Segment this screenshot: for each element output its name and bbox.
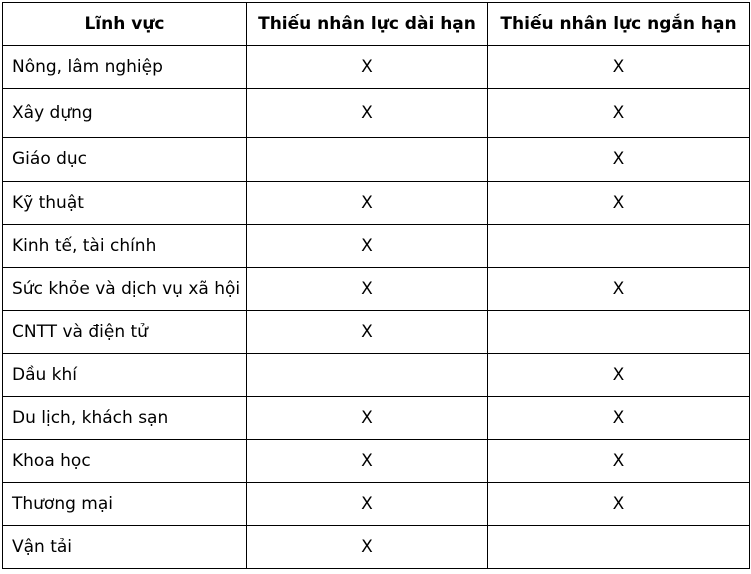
long-term-cell: X (247, 526, 488, 569)
table-row (3, 46, 750, 89)
short-term-cell (488, 311, 750, 354)
field-cell: CNTT và điện tử (3, 311, 247, 354)
column-header-short-term: Thiếu nhân lực ngắn hạn (488, 3, 750, 46)
header-row (3, 3, 750, 46)
short-term-cell (488, 526, 750, 569)
long-term-cell (247, 354, 488, 397)
long-term-cell: X (247, 225, 488, 268)
long-term-cell (247, 138, 488, 182)
table-row (3, 354, 750, 397)
column-header-field: Lĩnh vực (3, 3, 247, 46)
table-row (3, 483, 750, 526)
field-cell: Nông, lâm nghiệp (3, 46, 247, 89)
field-cell: Sức khỏe và dịch vụ xã hội (3, 268, 247, 311)
table-row (3, 268, 750, 311)
table-row (3, 311, 750, 354)
field-cell: Xây dựng (3, 89, 247, 138)
field-cell: Kinh tế, tài chính (3, 225, 247, 268)
column-header-long-term: Thiếu nhân lực dài hạn (247, 3, 488, 46)
table-row (3, 182, 750, 225)
table-row (3, 526, 750, 569)
short-term-cell: X (488, 89, 750, 138)
short-term-cell: X (488, 268, 750, 311)
long-term-cell: X (247, 89, 488, 138)
table-row (3, 440, 750, 483)
short-term-cell: X (488, 46, 750, 89)
field-cell: Du lịch, khách sạn (3, 397, 247, 440)
field-cell: Thương mại (3, 483, 247, 526)
table-row (3, 138, 750, 182)
labor-shortage-table (2, 2, 750, 569)
long-term-cell: X (247, 440, 488, 483)
long-term-cell: X (247, 182, 488, 225)
long-term-cell: X (247, 268, 488, 311)
short-term-cell: X (488, 182, 750, 225)
short-term-cell (488, 225, 750, 268)
long-term-cell: X (247, 46, 488, 89)
field-cell: Kỹ thuật (3, 182, 247, 225)
field-cell: Vận tải (3, 526, 247, 569)
table-row (3, 225, 750, 268)
long-term-cell: X (247, 483, 488, 526)
table-row (3, 89, 750, 138)
short-term-cell: X (488, 483, 750, 526)
table-body (3, 46, 750, 569)
table-header (3, 3, 750, 46)
short-term-cell: X (488, 397, 750, 440)
long-term-cell: X (247, 397, 488, 440)
long-term-cell: X (247, 311, 488, 354)
field-cell: Khoa học (3, 440, 247, 483)
short-term-cell: X (488, 354, 750, 397)
short-term-cell: X (488, 440, 750, 483)
table-row (3, 397, 750, 440)
field-cell: Giáo dục (3, 138, 247, 182)
field-cell: Dầu khí (3, 354, 247, 397)
short-term-cell: X (488, 138, 750, 182)
